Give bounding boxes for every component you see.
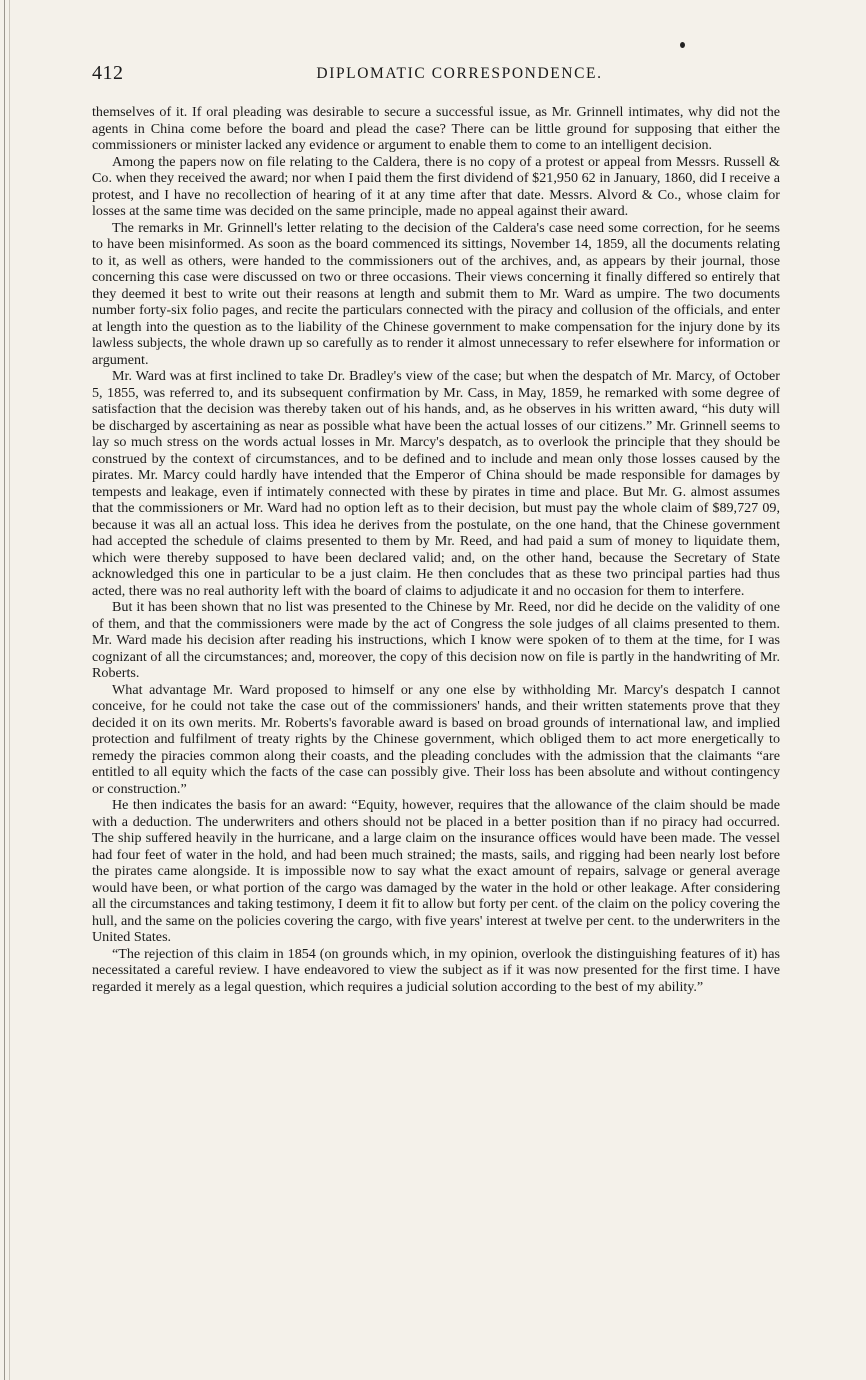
paragraph: What advantage Mr. Ward proposed to himself or any one else by withholding Mr. Marcy's despatch I cannot conceive, for he could not take the case out of the commissioners' hands, and their written statements prove that they decided it on its own merits. Mr. Roberts's favorable award is based on broad grounds of international law, and implied protection and fulfilment of treaty rights by the Chinese government, which obliged them to act more energetically to remedy the piracies common along their coasts, and the pleading concludes with the admission that the claimants “are entitled to all equity which the facts of the case can possibly give. Their loss has been absolute and without contingency or construction.” (92, 681, 780, 797)
paragraph: He then indicates the basis for an award: “Equity, however, requires that the allowance of the claim should be made with a deduction. The underwriters and others should not be placed in a better position than if no piracy had occurred. The ship suffered heavily in the hurricane, and a large claim on the insurance offices would have been made. The vessel had four feet of water in the hold, and had been much strained; the masts, sails, and rigging had been nearly lost before the pirates came alongside. It is impossible now to say what the exact amount of repairs, salvage or general average would have been, or what portion of the cargo was damaged by the water in the hold or other leakage. After considering all the circumstances and taking testimony, I deem it fit to allow but forty per cent. of the claim on the policy covering the hull, and the same on the policies covering the cargo, with five years' interest at twelve per cent. to the underwriters in the United States. (92, 797, 780, 945)
body-text (92, 104, 780, 995)
page-header (92, 62, 782, 88)
paragraph: themselves of it. If oral pleading was desirable to secure a successful issue, as Mr. Grinnell intimates, why did not the agents in China come before the board and plead the case? There can be little ground for supposing that either the commissioners or minister lacked any evidence or argument to enable them to come to an intelligent decision. (92, 104, 780, 153)
binding-edge-inner (9, 0, 10, 1380)
paragraph: “The rejection of this claim in 1854 (on grounds which, in my opinion, overlook the distinguishing features of it) has necessitated a careful review. I have endeavored to view the subject as if it was now presented for the first time. I have regarded it merely as a legal question, which requires a judicial solution according to the best of my ability.” (92, 945, 780, 995)
paragraph: Mr. Ward was at first inclined to take Dr. Bradley's view of the case; but when the despatch of Mr. Marcy, of October 5, 1855, was referred to, and its subsequent confirmation by Mr. Cass, in May, 1859, he remarked with some degree of satisfaction that the decision was thereby taken out of his hands, and, as he observes in his written award, “his duty will be discharged by ascertaining as near as possible what have been the actual losses of our citizens.” Mr. Grinnell seems to lay so much stress on the words actual losses in Mr. Marcy's despatch, as to overlook the principle that they should be construed by the context of circumstances, and to be defined and to include and mean only those losses caused by the pirates. Mr. Marcy could hardly have intended that the Emperor of China should be made responsible for damages by tempests and leakage, even if intimately connected with these by pirates in time and place. But Mr. G. almost assumes that the commissioners or Mr. Ward had no option left as to their decision, but must pay the whole claim of $89,727 09, because it was all an actual loss. This idea he derives from the postulate, on the one hand, that the Chinese government had accepted the schedule of claims presented to them by Mr. Reed, and had paid a sum of money to liquidate them, which were thereby supposed to have been declared valid; and, on the other hand, because the Secretary of State acknowledged this one in particular to be a just claim. He then concludes that as these two principal parties had thus acted, there was no real authority left with the board of claims to adjudicate it and no occasion for them to interfere. (92, 368, 780, 599)
paragraph: The remarks in Mr. Grinnell's letter relating to the decision of the Caldera's case need some correction, for he seems to have been misinformed. As soon as the board commenced its sittings, November 14, 1859, all the documents relating to it, as well as others, were handed to the commissioners out of the archives, and, as appears by their journal, those concerning this case were discussed on two or three occasions. Their views concerning it finally differed so entirely that they deemed it best to write out their reasons at length and submit them to Mr. Ward as umpire. The two documents number forty-six folio pages, and recite the particulars connected with the piracy and collusion of the officials, and enter at length into the question as to the liability of the Chinese government to make compensation for the injury done by its lawless subjects, the whole drawn up so carefully as to render it almost unnecessary to refer elsewhere for information or argument. (92, 219, 780, 368)
binding-edge (4, 0, 5, 1380)
paragraph: Among the papers now on file relating to the Caldera, there is no copy of a protest or appeal from Messrs. Russell & Co. when they received the award; nor when I paid them the first dividend of $21,950 62 in January, 1860, did I receive a protest, and I have no recollection of hearing of it at any time after that date. Messrs. Alvord & Co., whose claim for losses at the same time was decided on the same principle, made no appeal against their award. (92, 153, 780, 219)
ink-mark (680, 42, 685, 48)
paragraph: But it has been shown that no list was presented to the Chinese by Mr. Reed, nor did he decide on the validity of one of them, and that the commissioners were made by the act of Congress the sole judges of all claims presented to them. Mr. Ward made his decision after reading his instructions, which I know were spoken of to them at the time, for I was cognizant of all the circumstances; and, moreover, the copy of this decision now on file is partly in the handwriting of Mr. Roberts. (92, 599, 780, 681)
page-number: 412 (92, 62, 124, 84)
running-head: DIPLOMATIC CORRESPONDENCE. (316, 65, 603, 82)
